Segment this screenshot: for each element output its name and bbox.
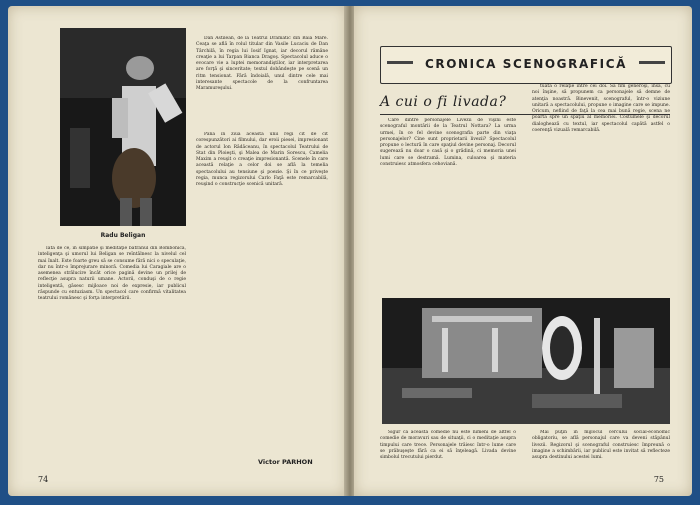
paragraph: Sigur că această comedie nu este nimeni de altfel o comedie de moravuri sau de situaţii, ci o meditaţie asupra timpului care trece. Personajele trăiesc într-o lume care se prăbuşeşte fără ca ei să înţeleagă. Livada devine simbolul trecutului pierdut. [380,430,516,461]
right-page-right-column [532,84,670,294]
stage-set-photo [382,298,670,424]
paragraph: Iată de ce, în simpatie şi meditaţie bătrânul din Bombonica, inteligenţa şi umorul lui Beligan se reîntâlnesc la nivelul cel mai înalt. Este foarte greu să se consume fără nici o speculaţie, dar nu într-o împrejurare minoră. Comedia lui Caragiale are o asemenea strălucire încât orice pagină devine un prilej de reflecţie asupra naturii umane. Actorii, conduşi de o regie inteligentă, găsesc mijloace noi de expresie, iar publicul răspunde cu entuziasm. Un spectacol care confirmă vitalitatea teatrului românesc şi forţa interpretării. [38,246,186,302]
article-headline: A cui o fi livada? [380,94,507,110]
right-page-bottom-left-column [380,430,516,474]
stage-set-illustration [382,298,670,424]
author-signature: Victor PARHON [258,458,313,466]
left-page-left-column [38,246,186,454]
right-page-bottom-right-column [532,430,670,474]
photo-caption: Radu Beligan [100,232,146,239]
section-title: CRONICA SCENOGRAFICĂ [424,57,628,71]
left-page-right-column-bottom [196,132,328,440]
paragraph: Care dintre personajele Livezii de vişini este scenograful montării de la Teatrul Nottara? La urma urmei, în ce fel devine scenografia parte din viaţa personajelor? Cine sunt proprietarii livezii? Spectacolul propune o lectură în care spaţiul devine personaj. Decorul sugerează nu doar o casă şi o grădină, ci memoria unei lumi care se destramă. Lumina, culoarea şi materia construiesc atmosfera cehoviană. [380,118,516,168]
photo-radu-beligan [60,28,186,226]
paragraph: Mai puţin în mijlocul cercului social-economic obligatoriu, se află personajul care va deveni stăpânul livezii. Regizorul şi scenograful construiesc împreună o imagine a schimbării, iar publicul este invitat să reflecteze asupra destinului acestei lumi. [532,430,670,461]
left-page-right-column-top [196,36,328,126]
paragraph: Dan Astilean, de la Teatrul Dramatic din Baia Mare. Ceaţa se află în rolul titular din Vasile Lucaciu de Dan Tărchilă, în regia lui Iosif Ignat, iar decorul rămâne creaţie a lui Tarpan Bianca Dragoş. Spectacolul aduce o evocare vie a luptei memorandiştilor, iar interpretarea are forţă şi sinceritate; textul dobândeşte pe scenă un ritm tensionat. Fără îndoială, unul dintre cele mai interesante spectacole de la confruntarea Maramureşului. [196,36,328,92]
photo-scene-illustration [60,28,186,226]
left-page [8,6,346,496]
page-number: 74 [38,475,49,484]
right-page-left-column [380,118,516,294]
page-number: 75 [653,475,664,484]
section-banner [380,46,672,84]
paragraph: tuată o relaţie între cei doi. Sa fim generoşi, însă, cu noi înşine, să propunem ca personajele să demne de atenţia noastră. Binevenit, scenograful, într-o viziune unitară a spectacolului, propune o imagine care se impune. Oricum, nefiind de faţă la cea mai bună regie, scena ne poartă spre un spaţiu al memoriei. Costumele şi decorul dialoghează cu textul, iar spectacolul capătă astfel o coerenţă vizuală remarcabilă. [532,84,670,134]
right-page [354,6,692,496]
paragraph: Până în ziua aceasta unii regi cit de cît corespunzători ai filmului, dar eroii piesei, impresionant de actorul Ion Rădăceanu, în spectacolul Teatrului de Stat din Ploieşti, şi Malea de Marin Sorescu, Camelia Maxim a reuşit o creaţie impresionantă. Scenele în care această relaţie a celor doi se află la temelia spectacolului au tensiune şi poezie. Şi în ce priveşte regia, munca regizorului Carlo Faţă este remarcabilă, reuşind o construcţie scenică unitară. [196,132,328,188]
